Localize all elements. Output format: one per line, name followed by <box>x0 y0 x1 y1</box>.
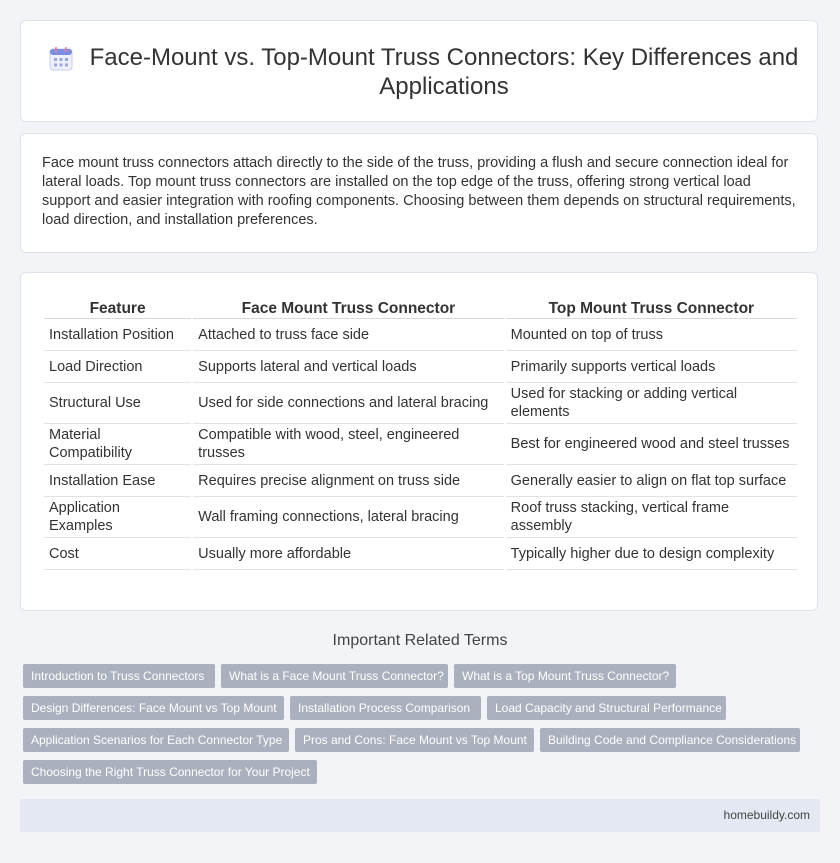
calendar-icon <box>48 46 74 72</box>
table-cell-face: Supports lateral and vertical loads <box>193 351 503 383</box>
table-cell-feature: Installation Ease <box>44 465 191 497</box>
related-term-link[interactable]: Choosing the Right Truss Connector for Your Project <box>23 760 317 784</box>
table-cell-face: Requires precise alignment on truss side <box>193 465 503 497</box>
table-cell-face: Attached to truss face side <box>193 319 503 351</box>
table-cell-top: Primarily supports vertical loads <box>506 351 797 383</box>
table-row <box>44 497 797 538</box>
table-cell-feature: Structural Use <box>44 383 191 424</box>
table-cell-feature: Installation Position <box>44 319 191 351</box>
related-term-link[interactable]: Installation Process Comparison <box>290 696 481 720</box>
related-term-link[interactable]: Load Capacity and Structural Performance <box>487 696 726 720</box>
table-cell-top: Generally easier to align on flat top surface <box>506 465 797 497</box>
table-cell-face: Used for side connections and lateral bracing <box>193 383 503 424</box>
table-cell-feature: Application Examples <box>44 497 191 538</box>
table-cell-face: Compatible with wood, steel, engineered trusses <box>193 424 503 465</box>
column-header: Face Mount Truss Connector <box>193 295 503 319</box>
table-row <box>44 424 797 465</box>
table-row <box>44 538 797 570</box>
related-term-link[interactable]: Building Code and Compliance Considerations <box>540 728 800 752</box>
table-cell-face: Wall framing connections, lateral bracing <box>193 497 503 538</box>
table-row <box>44 351 797 383</box>
related-terms-heading: Important Related Terms <box>332 632 508 649</box>
table-cell-top: Best for engineered wood and steel trusses <box>506 424 797 465</box>
footer-site-name: homebuildy.com <box>723 808 810 822</box>
table-cell-top: Used for stacking or adding vertical elements <box>506 383 797 424</box>
table-cell-feature: Cost <box>44 538 191 570</box>
footer <box>20 799 820 832</box>
table-cell-feature: Material Compatibility <box>44 424 191 465</box>
table-row <box>44 383 797 424</box>
column-header: Top Mount Truss Connector <box>506 295 797 319</box>
intro-card <box>20 133 818 253</box>
table-cell-top: Typically higher due to design complexity <box>506 538 797 570</box>
related-term-link[interactable]: Design Differences: Face Mount vs Top Mount <box>23 696 284 720</box>
table-cell-top: Roof truss stacking, vertical frame assembly <box>506 497 797 538</box>
column-header: Feature <box>44 295 191 319</box>
table-header-row <box>44 295 797 319</box>
table-row <box>44 319 797 351</box>
table-cell-feature: Load Direction <box>44 351 191 383</box>
table-cell-top: Mounted on top of truss <box>506 319 797 351</box>
table-row <box>44 465 797 497</box>
comparison-card <box>20 272 818 611</box>
page-title: Face-Mount vs. Top-Mount Truss Connectors: Key Differences and Applications <box>89 44 799 100</box>
title-card <box>20 20 818 122</box>
intro-paragraph: Face mount truss connectors attach directly to the side of the truss, providing a flush and secure connection ideal for lateral loads. Top mount truss connectors are installed on the top edge of the truss, offering strong vertical load support and easier integration with roofing components. Choosing between them depends on structural requirements, load direction, and installation preferences. <box>42 155 796 228</box>
related-term-link[interactable]: What is a Top Mount Truss Connector? <box>454 664 676 688</box>
table-cell-face: Usually more affordable <box>193 538 503 570</box>
related-term-link[interactable]: Introduction to Truss Connectors <box>23 664 215 688</box>
related-term-link[interactable]: Pros and Cons: Face Mount vs Top Mount <box>295 728 534 752</box>
related-term-link[interactable]: Application Scenarios for Each Connector Type <box>23 728 289 752</box>
comparison-table <box>42 295 799 570</box>
related-term-link[interactable]: What is a Face Mount Truss Connector? <box>221 664 448 688</box>
